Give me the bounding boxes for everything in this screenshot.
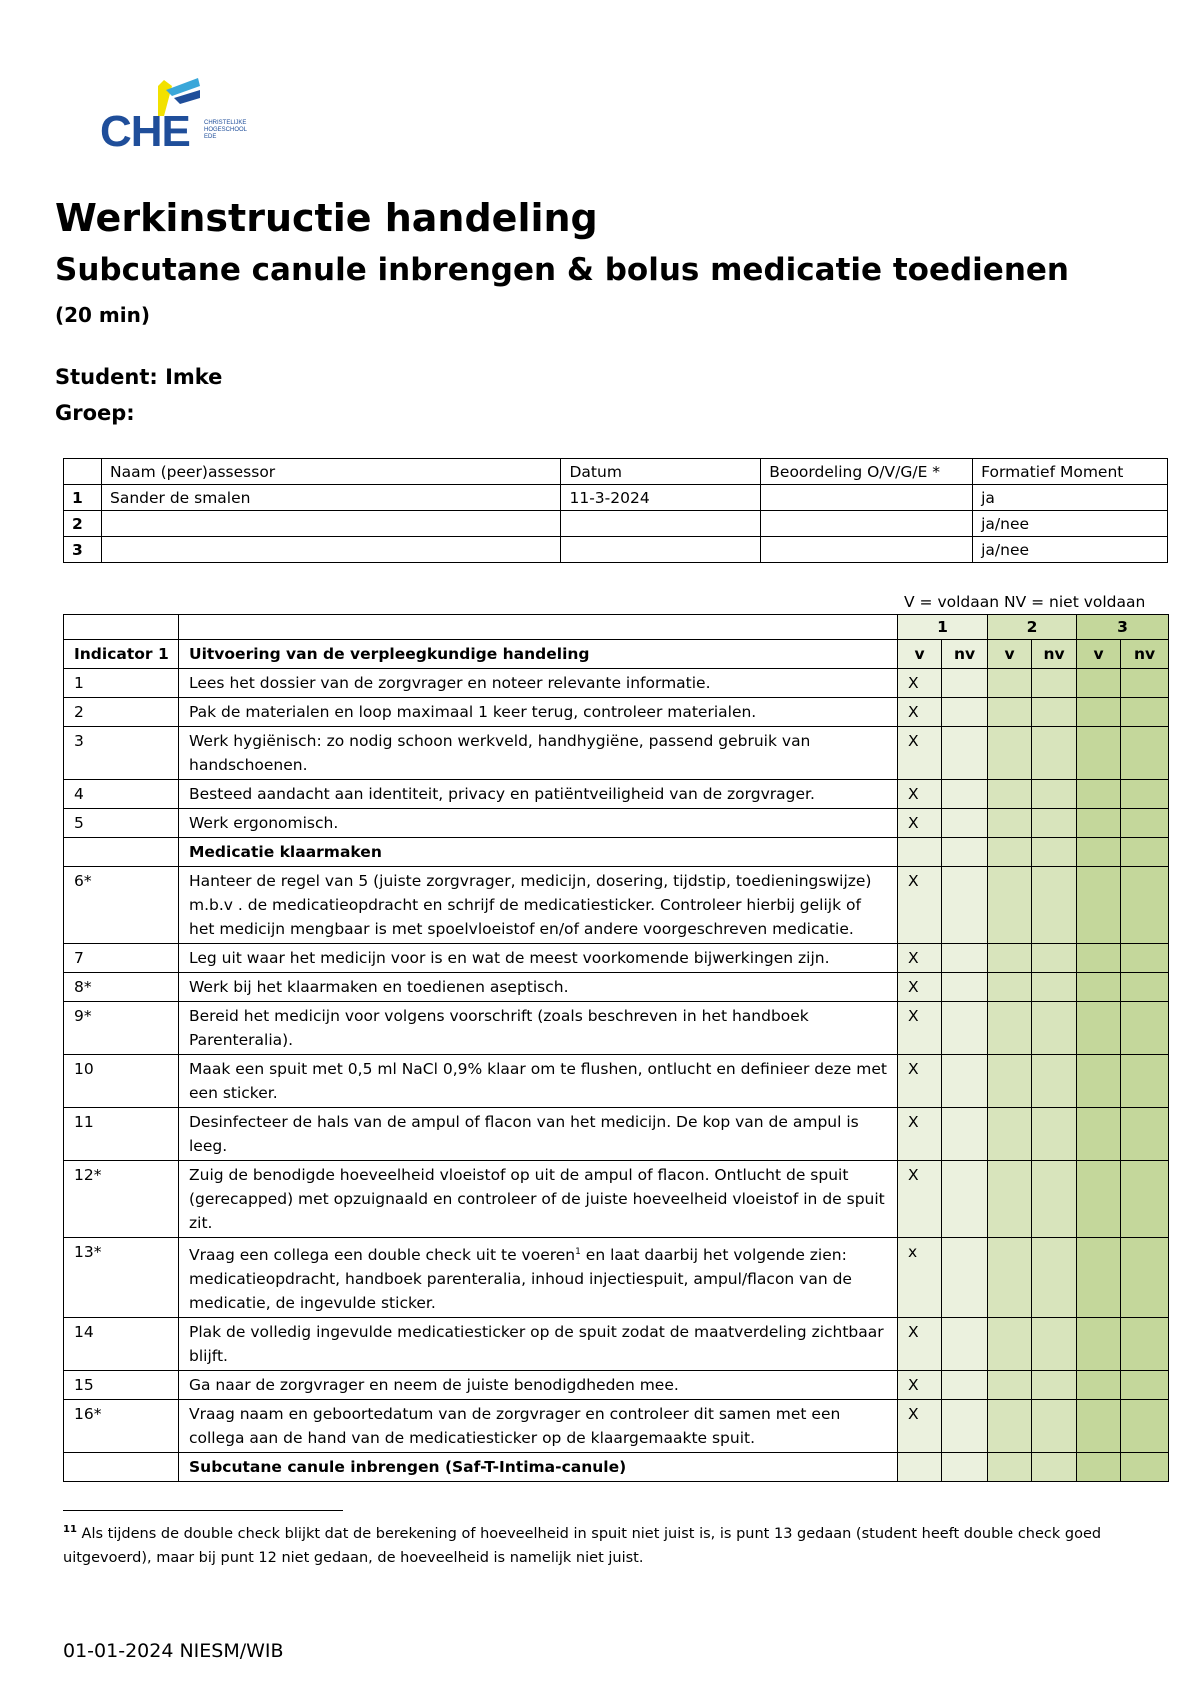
check-cell[interactable] [988,1002,1032,1055]
indicator-text: Ga naar de zorgvrager en neem de juiste benodigdheden mee. [179,1371,898,1400]
check-cell[interactable] [988,698,1032,727]
indicator-number: 1 [64,669,179,698]
check-cell[interactable] [1121,669,1169,698]
col-nv-2: nv [1032,640,1077,669]
checklist-row [64,1400,1169,1453]
check-cell[interactable] [942,1108,988,1161]
check-mark-cell[interactable]: X [898,867,942,944]
assessor-name-cell[interactable]: Sander de smalen [101,485,561,511]
indicator-number [64,1453,179,1482]
checklist-row [64,1161,1169,1238]
student-name: Student: Imke [55,365,223,389]
grade-cell[interactable] [761,485,973,511]
check-cell[interactable] [942,1400,988,1453]
check-cell[interactable] [1032,669,1077,698]
check-cell[interactable] [942,1161,988,1238]
indicator-text: Werk hygiënisch: zo nodig schoon werkveld, handhygiëne, passend gebruik van handschoenen. [179,727,898,780]
column-header-row [64,640,1169,669]
footnote-divider [63,1510,343,1511]
indicator-text-part: en laat daarbij het volgende zien: [580,1246,847,1265]
check-cell[interactable] [988,867,1032,944]
check-cell[interactable] [988,1161,1032,1238]
check-cell[interactable] [988,809,1032,838]
indicator-text: Pak de materialen en loop maximaal 1 keer terug, controleer materialen. [179,698,898,727]
check-cell[interactable] [942,669,988,698]
check-cell[interactable] [1032,1002,1077,1055]
check-mark-cell[interactable]: X [898,1055,942,1108]
check-cell[interactable] [1121,1161,1169,1238]
check-cell[interactable] [988,1453,1032,1482]
footnote [63,1518,1123,1570]
check-cell[interactable] [942,727,988,780]
col-v-3: v [1077,640,1121,669]
check-cell[interactable] [1032,1318,1077,1371]
check-cell[interactable] [1077,838,1121,867]
check-cell[interactable] [988,1108,1032,1161]
col-v-1: v [898,640,942,669]
check-cell[interactable] [1077,944,1121,973]
group-label-1: 1 [898,615,988,640]
indicator-number: 6* [64,867,179,944]
check-cell[interactable] [1077,1161,1121,1238]
check-cell[interactable] [1077,727,1121,780]
check-mark-cell[interactable]: X [898,944,942,973]
check-mark-cell[interactable]: X [898,1400,942,1453]
checklist-row [64,1108,1169,1161]
indicator-number: 2 [64,698,179,727]
assessor-row [64,485,1168,511]
indicator-text: Besteed aandacht aan identiteit, privacy en patiëntveiligheid van de zorgvrager. [179,780,898,809]
checklist-row [64,867,1169,944]
check-cell[interactable] [898,838,942,867]
header-cell: Naam (peer)assessor [101,459,561,485]
check-cell[interactable] [1032,1108,1077,1161]
logo-text: CHE [100,107,190,156]
header-cell: Beoordeling O/V/G/E * [761,459,973,485]
indicator-number: 13* [64,1238,179,1318]
check-mark-cell[interactable]: x [898,1238,942,1318]
col-nv-3: nv [1121,640,1169,669]
indicator-number: 7 [64,944,179,973]
check-cell[interactable] [1121,809,1169,838]
check-cell[interactable] [1121,1371,1169,1400]
assessor-row [64,511,1168,537]
check-cell[interactable] [942,867,988,944]
check-cell[interactable] [942,1453,988,1482]
check-cell[interactable] [1121,1108,1169,1161]
indicator-text [179,1238,898,1318]
formative-cell[interactable]: ja/nee [973,511,1168,537]
empty-cell [179,615,898,640]
check-cell[interactable] [1121,1238,1169,1318]
indicator-number: 5 [64,809,179,838]
date-cell[interactable] [561,511,761,537]
footnote-reference: 1 [575,1247,581,1257]
indicator-text: Hanteer de regel van 5 (juiste zorgvrager, medicijn, dosering, tijdstip, toedieningswijze) m.b.v . de medicatieopdracht en schrijf de medicatiesticker. Controleer hierbij gelijk of het medicijn mengbaar is met spoelvloeistof en/of andere voorgeschreven medicatie. [179,867,898,944]
check-cell[interactable] [942,809,988,838]
check-cell[interactable] [1032,809,1077,838]
check-cell[interactable] [1032,780,1077,809]
check-cell[interactable] [942,838,988,867]
check-cell[interactable] [942,1371,988,1400]
check-cell[interactable] [1077,1055,1121,1108]
check-cell[interactable] [988,1400,1032,1453]
check-mark-cell[interactable]: X [898,1002,942,1055]
check-cell[interactable] [1121,1318,1169,1371]
check-cell[interactable] [988,1055,1032,1108]
check-cell[interactable] [1077,1002,1121,1055]
checklist-row [64,1318,1169,1371]
check-cell[interactable] [988,973,1032,1002]
check-cell[interactable] [1032,867,1077,944]
grade-cell[interactable] [761,511,973,537]
check-cell[interactable] [1032,1453,1077,1482]
col-v-2: v [988,640,1032,669]
check-cell[interactable] [988,669,1032,698]
check-cell[interactable] [988,838,1032,867]
check-mark-cell[interactable]: X [898,1318,942,1371]
assessor-header-row [64,459,1168,485]
check-cell[interactable] [1077,1400,1121,1453]
check-cell[interactable] [1032,973,1077,1002]
footnote-text: Als tijdens de double check blijkt dat de berekening of hoeveelheid in spuit niet juist is, is punt 13 gedaan (student heeft double check goed uitgevoerd), maar bij punt 12 niet gedaan, de hoeveelheid is namelijk niet juist. [63,1525,1102,1566]
check-cell[interactable] [988,1318,1032,1371]
check-cell[interactable] [1077,809,1121,838]
check-cell[interactable] [988,780,1032,809]
check-cell[interactable] [1032,1400,1077,1453]
checklist-row [64,944,1169,973]
indicator-label: Indicator 1 [64,640,179,669]
check-cell[interactable] [1121,1002,1169,1055]
indicator-text: Lees het dossier van de zorgvrager en noteer relevante informatie. [179,669,898,698]
checklist-row [64,1002,1169,1055]
group-label-2: 2 [988,615,1077,640]
indicator-text: Bereid het medicijn voor volgens voorschrift (zoals beschreven in het handboek Parenteralia). [179,1002,898,1055]
check-mark-cell[interactable]: X [898,669,942,698]
indicator-text: Werk ergonomisch. [179,809,898,838]
assessor-table [63,458,1168,563]
check-cell[interactable] [1077,1371,1121,1400]
checklist-row [64,698,1169,727]
check-cell[interactable] [1032,1371,1077,1400]
check-cell[interactable] [1077,1318,1121,1371]
header-cell [64,459,102,485]
indicator-text: Leg uit waar het medicijn voor is en wat de meest voorkomende bijwerkingen zijn. [179,944,898,973]
row-number: 2 [64,511,102,537]
date-cell[interactable] [561,537,761,563]
logo-subtitle: CHRISTELIJKE HOGESCHOOL EDE [204,120,248,140]
indicator-number: 8* [64,973,179,1002]
group-header-row [64,615,1169,640]
indicator-number: 4 [64,780,179,809]
check-cell[interactable] [942,1318,988,1371]
check-cell[interactable] [1032,698,1077,727]
check-cell[interactable] [1077,698,1121,727]
check-cell[interactable] [1077,867,1121,944]
check-cell[interactable] [942,944,988,973]
indicator-text: Zuig de benodigde hoeveelheid vloeistof op uit de ampul of flacon. Ontlucht de spuit (gerecapped) met opzuignaald en controleer of de juiste hoeveelheid vloeistof in de spuit zit. [179,1161,898,1238]
formative-cell[interactable]: ja/nee [973,537,1168,563]
check-cell[interactable] [1077,1108,1121,1161]
footer-date-code: 01-01-2024 NIESM/WIB [63,1640,284,1662]
check-cell[interactable] [942,780,988,809]
check-cell[interactable] [942,1055,988,1108]
check-cell[interactable] [942,1002,988,1055]
che-logo [100,76,260,156]
check-cell[interactable] [1121,1055,1169,1108]
checklist-row [64,1371,1169,1400]
check-cell[interactable] [1121,944,1169,973]
checklist-table [63,614,1169,1482]
check-mark-cell[interactable]: X [898,727,942,780]
header-cell: Formatief Moment [973,459,1168,485]
formative-cell[interactable]: ja [973,485,1168,511]
duration: (20 min) [55,303,151,327]
legend-text: V = voldaan NV = niet voldaan [904,593,1146,611]
check-cell[interactable] [1121,727,1169,780]
check-mark-cell[interactable]: X [898,1161,942,1238]
check-cell[interactable] [1121,838,1169,867]
section-heading-row [64,1453,1169,1482]
check-mark-cell[interactable]: X [898,780,942,809]
check-mark-cell[interactable]: X [898,698,942,727]
indicator-text: Vraag naam en geboortedatum van de zorgvrager en controleer dit samen met een collega aan de hand van de medicatiesticker op de klaargemaakte spuit. [179,1400,898,1453]
check-mark-cell[interactable]: X [898,973,942,1002]
check-cell[interactable] [1077,780,1121,809]
check-cell[interactable] [1032,727,1077,780]
check-cell[interactable] [1077,973,1121,1002]
indicator-number [64,838,179,867]
check-cell[interactable] [988,727,1032,780]
checklist-row [64,1238,1169,1318]
row-number: 1 [64,485,102,511]
indicator-text: Werk bij het klaarmaken en toedienen aseptisch. [179,973,898,1002]
check-cell[interactable] [988,1238,1032,1318]
check-cell[interactable] [1121,973,1169,1002]
check-cell[interactable] [1077,1453,1121,1482]
check-cell[interactable] [1032,1161,1077,1238]
checklist-row [64,1055,1169,1108]
indicator-text-part: medicatieopdracht, handboek parenteralia, inhoud injectiespuit, ampul/flacon van de medicatie, de ingevulde sticker. [189,1270,852,1313]
empty-cell [64,615,179,640]
group-label: Groep: [55,401,135,425]
check-cell[interactable] [1121,1453,1169,1482]
check-cell[interactable] [1032,1238,1077,1318]
section-heading: Subcutane canule inbrengen (Saf-T-Intima-canule) [179,1453,898,1482]
check-cell[interactable] [1121,1400,1169,1453]
group-label-3: 3 [1077,615,1169,640]
check-cell[interactable] [942,1238,988,1318]
check-cell[interactable] [898,1453,942,1482]
check-cell[interactable] [1121,867,1169,944]
check-mark-cell[interactable]: X [898,1371,942,1400]
indicator-number: 16* [64,1400,179,1453]
section-heading-row [64,838,1169,867]
indicator-number: 14 [64,1318,179,1371]
document-subtitle: Subcutane canule inbrengen & bolus medicatie toedienen [55,252,1069,288]
grade-cell[interactable] [761,537,973,563]
checklist-row [64,669,1169,698]
indicator-number: 3 [64,727,179,780]
header-cell: Datum [561,459,761,485]
check-cell[interactable] [1077,669,1121,698]
check-cell[interactable] [1121,698,1169,727]
indicator-text: Desinfecteer de hals van de ampul of flacon van het medicijn. De kop van de ampul is leeg. [179,1108,898,1161]
indicator-text: Maak een spuit met 0,5 ml NaCl 0,9% klaar om te flushen, ontlucht en definieer deze met een sticker. [179,1055,898,1108]
assessor-name-cell[interactable] [101,511,561,537]
check-cell[interactable] [1032,944,1077,973]
section-title: Uitvoering van de verpleegkundige handeling [179,640,898,669]
check-mark-cell[interactable]: X [898,809,942,838]
checklist-row [64,727,1169,780]
assessor-name-cell[interactable] [101,537,561,563]
checklist-row [64,780,1169,809]
row-number: 3 [64,537,102,563]
indicator-number: 10 [64,1055,179,1108]
indicator-text: Plak de volledig ingevulde medicatiesticker op de spuit zodat de maatverdeling zichtbaar blijft. [179,1318,898,1371]
check-cell[interactable] [942,973,988,1002]
check-cell[interactable] [1032,838,1077,867]
document-title: Werkinstructie handeling [55,196,598,240]
check-cell[interactable] [1032,1055,1077,1108]
indicator-number: 15 [64,1371,179,1400]
check-mark-cell[interactable]: X [898,1108,942,1161]
indicator-text-part: Vraag een collega een double check uit te voeren [189,1246,576,1265]
indicator-number: 11 [64,1108,179,1161]
col-nv-1: nv [942,640,988,669]
check-cell[interactable] [942,698,988,727]
assessor-row [64,537,1168,563]
section-heading: Medicatie klaarmaken [179,838,898,867]
check-cell[interactable] [1121,780,1169,809]
footnote-marker: 11 [63,1524,77,1535]
indicator-number: 12* [64,1161,179,1238]
checklist-row [64,809,1169,838]
check-cell[interactable] [988,1371,1032,1400]
check-cell[interactable] [1077,1238,1121,1318]
checklist-row [64,973,1169,1002]
date-cell[interactable]: 11-3-2024 [561,485,761,511]
indicator-number: 9* [64,1002,179,1055]
check-cell[interactable] [988,944,1032,973]
